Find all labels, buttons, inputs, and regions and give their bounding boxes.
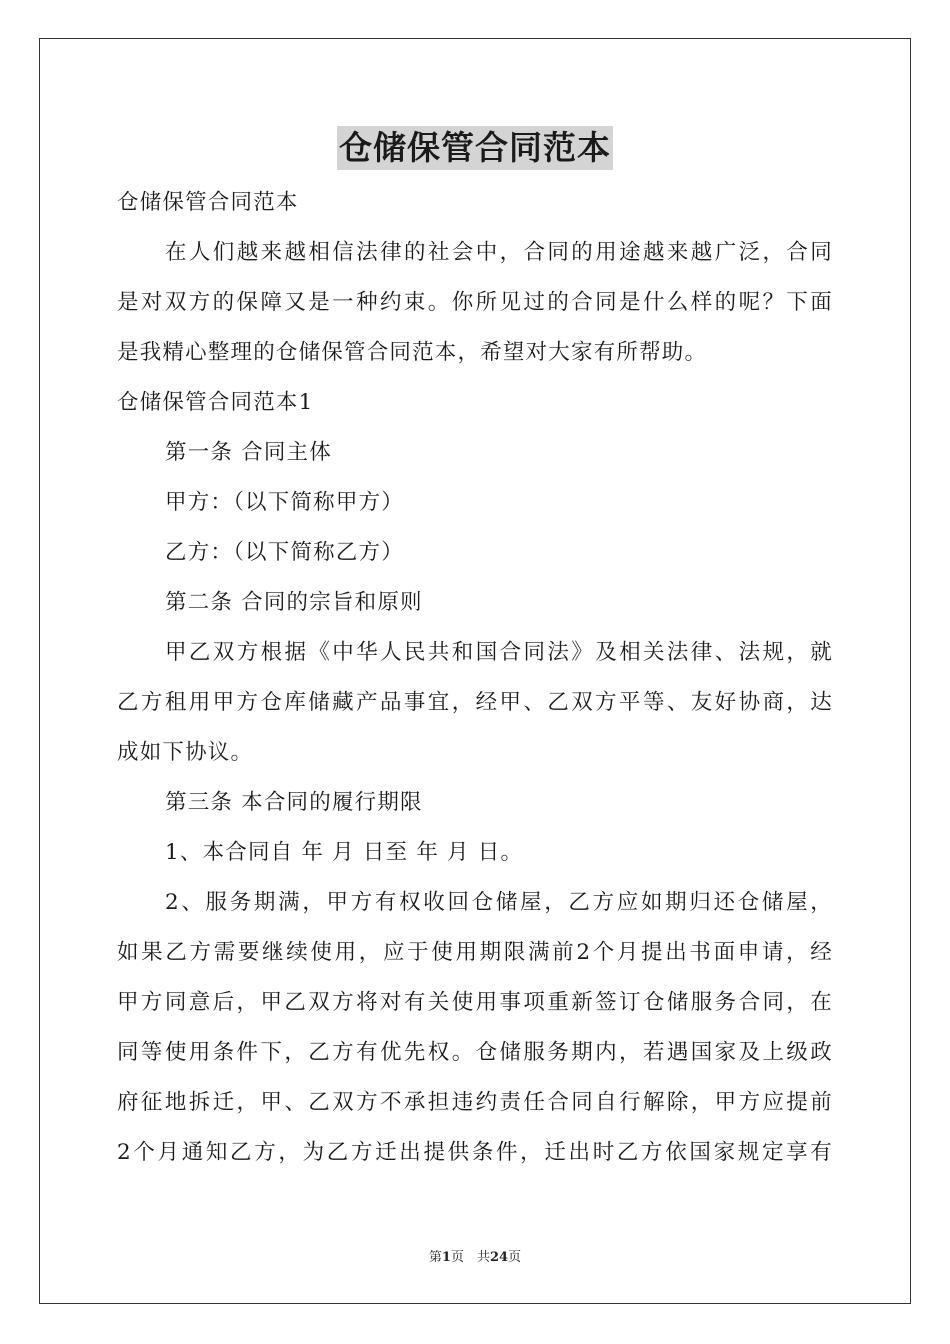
text-line: 乙方租用甲方仓库储藏产品事宜，经甲、乙双方平等、友好协商，达 bbox=[117, 690, 833, 715]
text-line: 2个月通知乙方，为乙方迁出提供条件，迁出时乙方依国家规定享有 bbox=[117, 1140, 833, 1165]
text-line: 如果乙方需要继续使用，应于使用期限满前2个月提出书面申请，经 bbox=[117, 940, 833, 965]
text-line: 甲方：（以下简称甲方） bbox=[165, 490, 404, 515]
text-line: 甲乙双方根据《中华人民共和国合同法》及相关法律、法规，就 bbox=[165, 640, 833, 665]
footer-total-pages: 24 bbox=[489, 1250, 509, 1265]
text-line: 第三条 本合同的履行期限 bbox=[165, 790, 423, 815]
text-line: 1、本合同自 年 月 日至 年 月 日。 bbox=[165, 840, 524, 865]
text-line: 成如下协议。 bbox=[117, 740, 254, 765]
text-line: 府征地拆迁，甲、乙双方不承担违约责任合同自行解除，甲方应提前 bbox=[117, 1090, 833, 1115]
page-footer bbox=[0, 1246, 950, 1265]
footer-current-page: 1 bbox=[441, 1250, 451, 1265]
text-line: 第二条 合同的宗旨和原则 bbox=[165, 590, 423, 615]
title-container bbox=[0, 126, 950, 170]
footer-mid: 页 共 bbox=[450, 1250, 490, 1265]
footer-prefix: 第 bbox=[428, 1250, 442, 1265]
text-line: 同等使用条件下，乙方有优先权。仓储服务期内，若遇国家及上级政 bbox=[117, 1040, 833, 1065]
text-line: 乙方：（以下简称乙方） bbox=[165, 540, 404, 565]
text-line: 第一条 合同主体 bbox=[165, 440, 332, 465]
text-line: 甲方同意后，甲乙双方将对有关使用事项重新签订仓储服务合同，在 bbox=[117, 990, 833, 1015]
text-line: 仓储保管合同范本1 bbox=[117, 390, 314, 415]
document-body bbox=[117, 178, 833, 1178]
document-title: 仓储保管合同范本 bbox=[337, 126, 613, 170]
text-line: 2、服务期满，甲方有权收回仓储屋，乙方应如期归还仓储屋， bbox=[165, 890, 833, 915]
footer-suffix: 页 bbox=[508, 1250, 522, 1265]
text-line: 仓储保管合同范本 bbox=[117, 190, 299, 215]
text-line: 是我精心整理的仓储保管合同范本，希望对大家有所帮助。 bbox=[117, 340, 708, 365]
text-line: 是对双方的保障又是一种约束。你所见过的合同是什么样的呢？下面 bbox=[117, 290, 833, 315]
text-line: 在人们越来越相信法律的社会中，合同的用途越来越广泛，合同 bbox=[165, 240, 833, 265]
